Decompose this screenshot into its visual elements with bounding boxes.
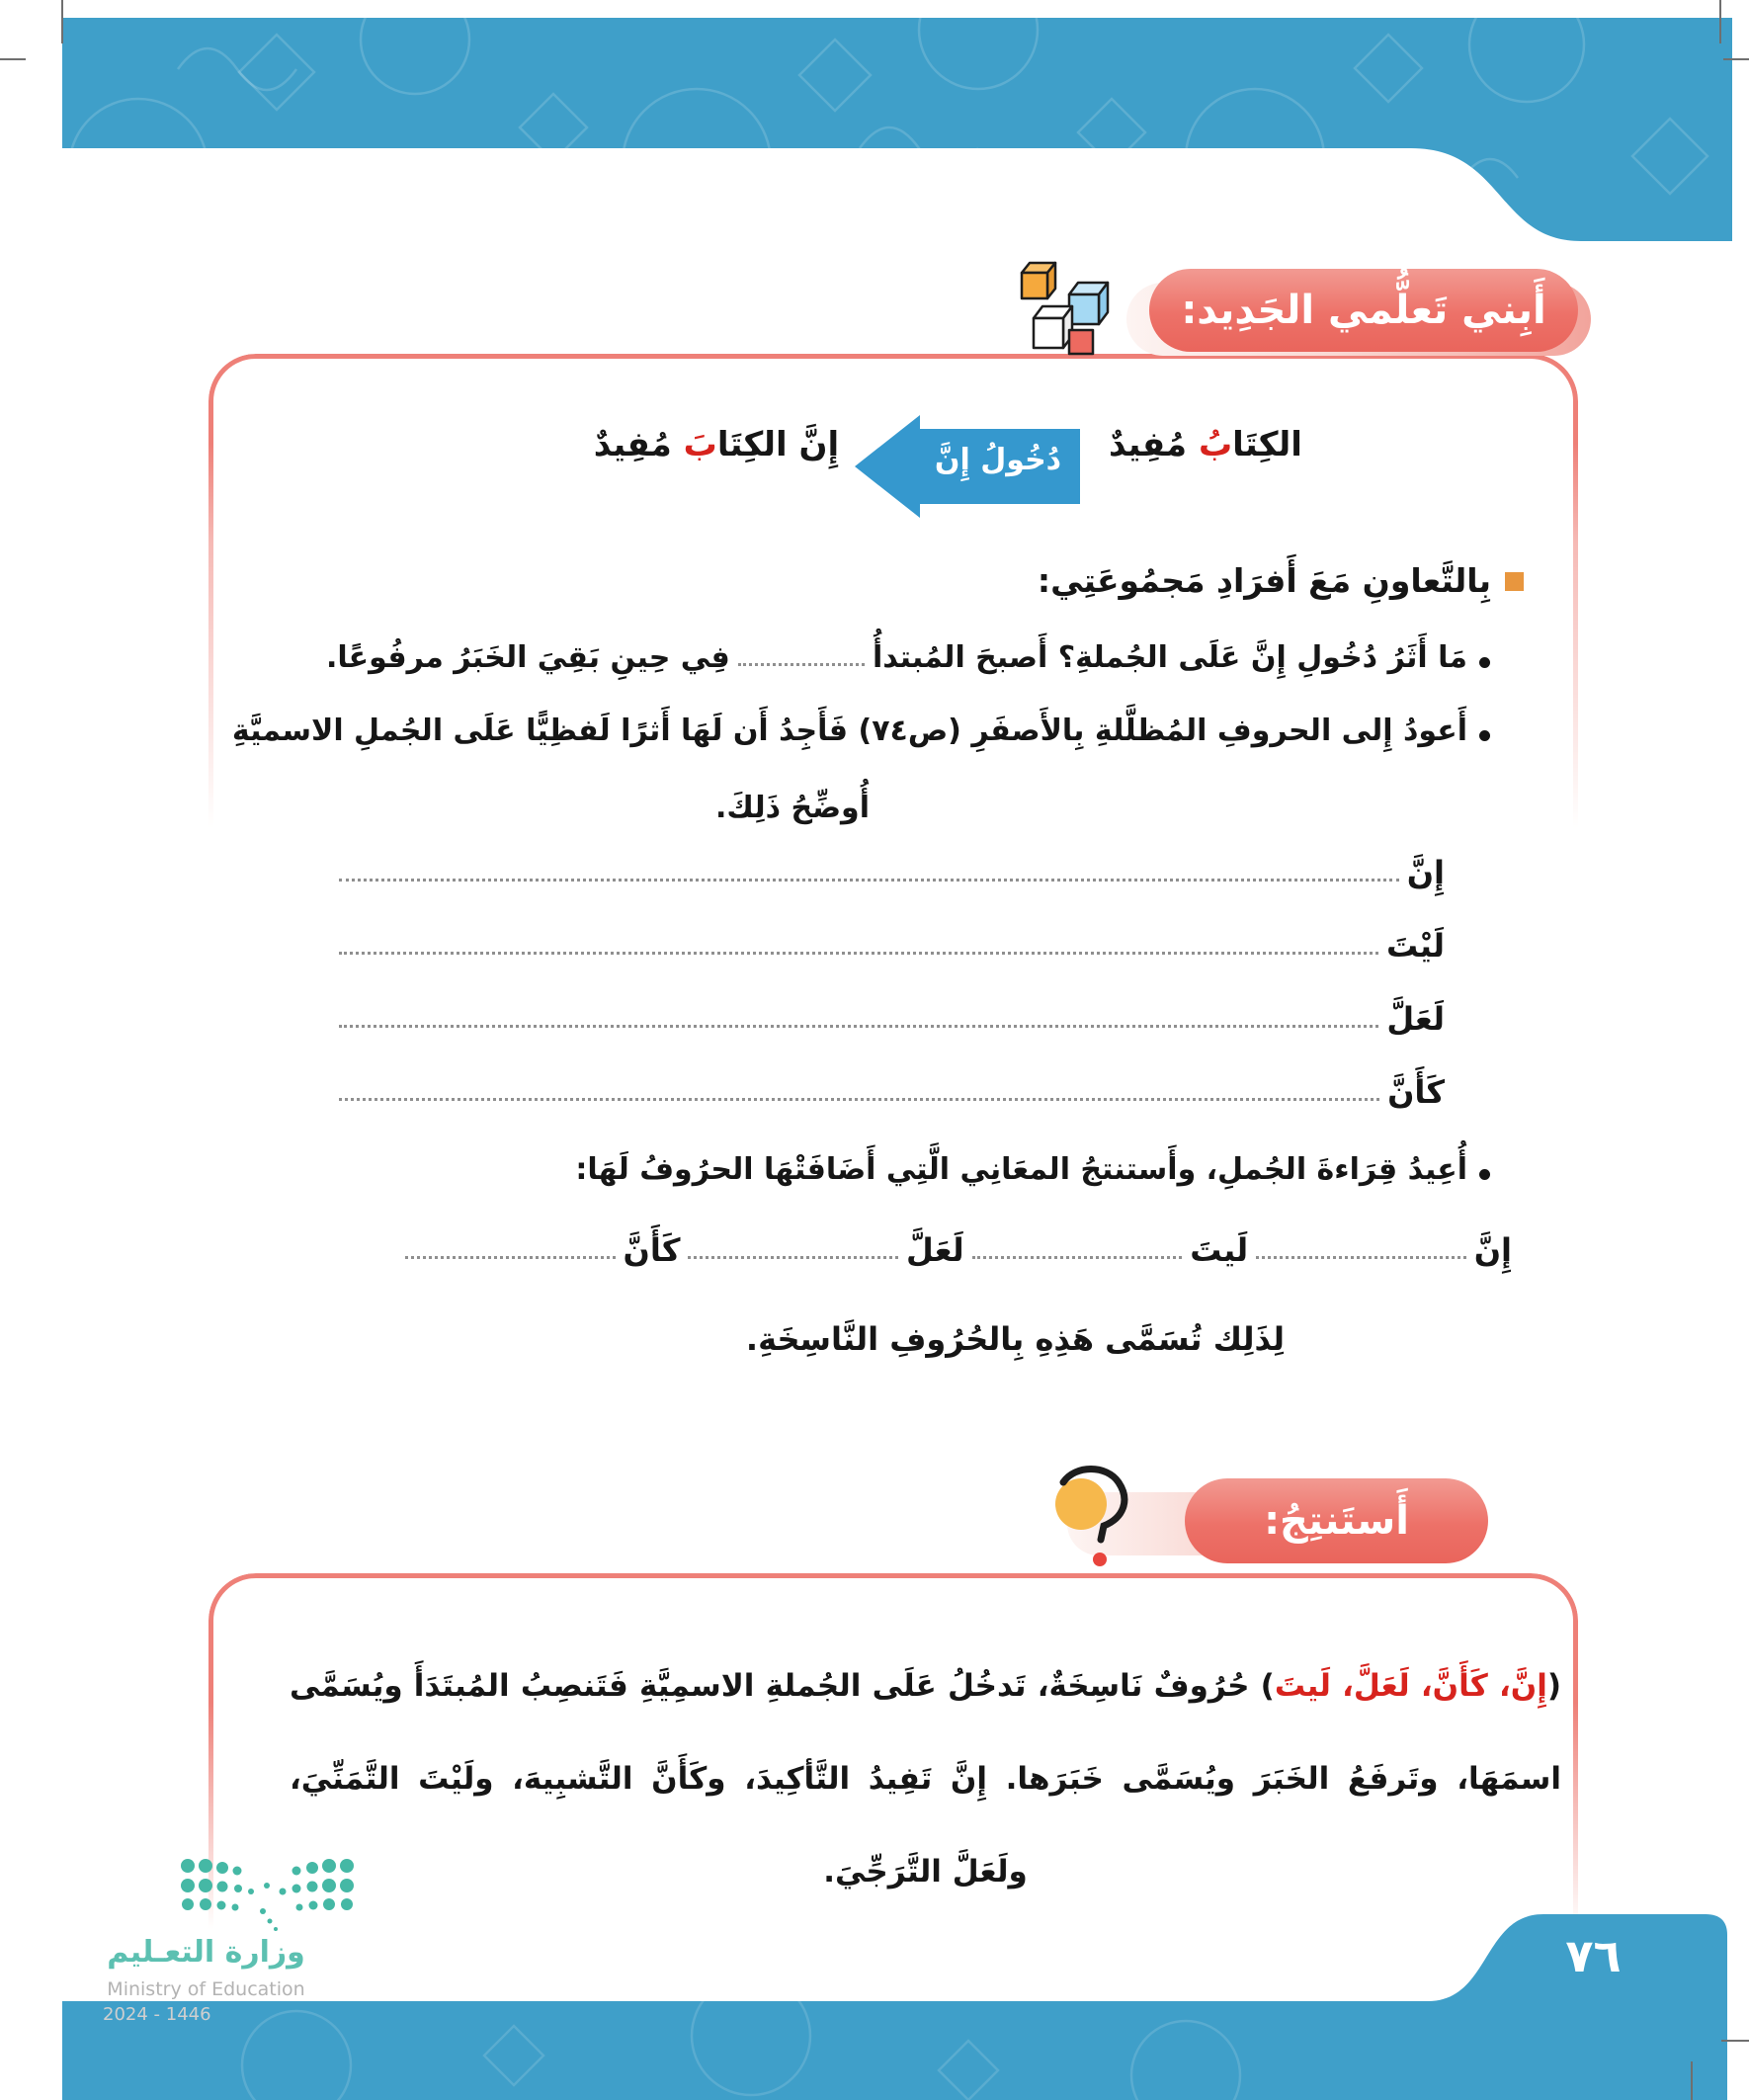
question-1-row: [326, 640, 1490, 675]
conclusion-keywords: إِنَّ، كَأَنَّ، لَعَلَّ، لَيتَ: [1274, 1668, 1547, 1704]
group-heading-row: [1038, 561, 1524, 600]
dot-bullet: [1479, 730, 1490, 741]
answer-blank-segment: [405, 1256, 616, 1259]
answer-blank-line: [339, 1025, 1378, 1028]
crop-mark: [1719, 0, 1721, 43]
particle-row-layta: [331, 927, 1445, 966]
crop-mark: [1721, 2040, 1749, 2042]
question-2-line1: أَعودُ إِلى الحروفِ المُظلَّلةِ بِالأَصفَرِ (ص٧٤) فَأَجِدُ أَن لَهَا أَثرًا لَفظِيًّا عَلَى الجُملِ الاسميَّةِ: [231, 714, 1467, 748]
answer-blank-line: [339, 952, 1378, 955]
dot-bullet: [1479, 657, 1490, 668]
cubes-icon: [1008, 257, 1131, 364]
particle-row-kaanna: [331, 1073, 1445, 1113]
particle-row-inna: [331, 854, 1445, 893]
page-number: ٧٦: [1565, 1929, 1622, 1982]
question-3-lead: أُعِيدُ قِرَاءةَ الجُملِ، وأَستنتجُ المعَانِي الَّتِي أَضَافَتْهَا الحرُوفُ لَهَا:: [575, 1152, 1467, 1187]
answer-blank-segment: [1256, 1256, 1466, 1259]
particle-layta: لَيْتَ: [1386, 927, 1445, 965]
sentence-before-start: الكِتَا: [1232, 425, 1302, 464]
answer-blank-line: [339, 879, 1399, 882]
answer-blank-segment: [688, 1256, 898, 1259]
sentence-before-red-letter: بُ: [1198, 425, 1233, 464]
crop-mark: [1691, 2061, 1693, 2100]
crop-mark: [1723, 58, 1749, 60]
question-3-row: [375, 1152, 1490, 1187]
sentence-after-end: مُفِيدٌ: [593, 425, 684, 464]
word-layta: لَيتَ: [1190, 1231, 1249, 1269]
conclusion-paragraph: [290, 1639, 1561, 1918]
sentence-after-red-letter: بَ: [683, 425, 717, 464]
sentence-after-start: إِنَّ الكِتَا: [716, 425, 840, 464]
ministry-name-english: Ministry of Education: [107, 1978, 305, 2000]
question-2-line2: أُوضِّحُ ذَلِكَ.: [715, 791, 870, 825]
question-1-tail: فِي حِينِ بَقِيَ الخَبَرُ مرفُوعًا.: [326, 640, 730, 675]
nasikh-note: لِذَلِك تُسَمَّى هَذِهِ بِالحُرُوفِ النَّاسِخَةِ.: [745, 1320, 1285, 1358]
conclude-badge-title: أَستَنتِجُ:: [1264, 1498, 1409, 1544]
question-2-row: [231, 714, 1490, 748]
word-inna: إِنَّ: [1473, 1231, 1512, 1269]
learning-badge: [1149, 269, 1578, 352]
particle-laalla: لَعَلَّ: [1386, 1000, 1445, 1038]
meanings-blank-row: [397, 1231, 1512, 1271]
sentence-before-end: مُفِيدٌ: [1109, 425, 1199, 464]
answer-blank-line: [339, 1098, 1379, 1101]
crop-mark: [0, 58, 26, 60]
group-heading: بِالتَّعاونِ مَعَ أَفرَادِ مَجمُوعَتِي:: [1037, 561, 1491, 600]
paren-open: (: [1546, 1668, 1561, 1704]
word-laalla: لَعَلَّ: [906, 1231, 964, 1269]
paren-close: ): [1249, 1668, 1275, 1704]
answer-blank-segment: [972, 1256, 1183, 1259]
arrow-label: دُخُولُ إِنَّ: [934, 443, 1062, 477]
word-kaanna: كَأَنَّ: [623, 1231, 681, 1269]
ministry-year: 2024 - 1446: [103, 2004, 211, 2025]
dot-bullet: [1479, 1169, 1490, 1180]
sentence-before: [1107, 425, 1304, 464]
particle-kaanna: كَأَنَّ: [1387, 1073, 1445, 1111]
question-mark-icon: [1045, 1461, 1139, 1574]
learning-badge-title: أَبِني تَعلُّمي الجَدِيد:: [1181, 288, 1546, 333]
conclusion-body: حُرُوفٌ نَاسِخَةٌ، تَدخُلُ عَلَى الجُملةِ الاسمِيَّةِ فَتَنصِبُ المُبتَدَأَ ويُسَمَّى اسمَهَا، وتَرفَعُ الخَبَرَ ويُسَمَّى خَبَرَها. إِنَّ تَفِيدُ التَّأكِيدَ، وكَأَنَّ التَّشبِيهَ، ولَيْتَ التَّمَنِّيَ، ولَعَلَّ التَّرَجِّيَ.: [290, 1668, 1561, 1890]
question-1-lead: مَا أَثَرُ دُخُولِ إِنَّ عَلَى الجُملةِ؟ أَصبحَ المُبتدأُ: [872, 640, 1467, 675]
crop-mark: [61, 0, 63, 43]
orange-square-bullet: [1505, 572, 1524, 591]
header-band: [0, 0, 1749, 257]
ministry-name-arabic: وزارة التعـليم: [107, 1935, 305, 1970]
particle-inna: إِنَّ: [1406, 854, 1445, 891]
answer-blank-inline: [738, 663, 865, 666]
particle-row-laalla: [331, 1000, 1445, 1040]
sentence-after: [583, 425, 850, 464]
conclude-badge: [1185, 1478, 1488, 1563]
